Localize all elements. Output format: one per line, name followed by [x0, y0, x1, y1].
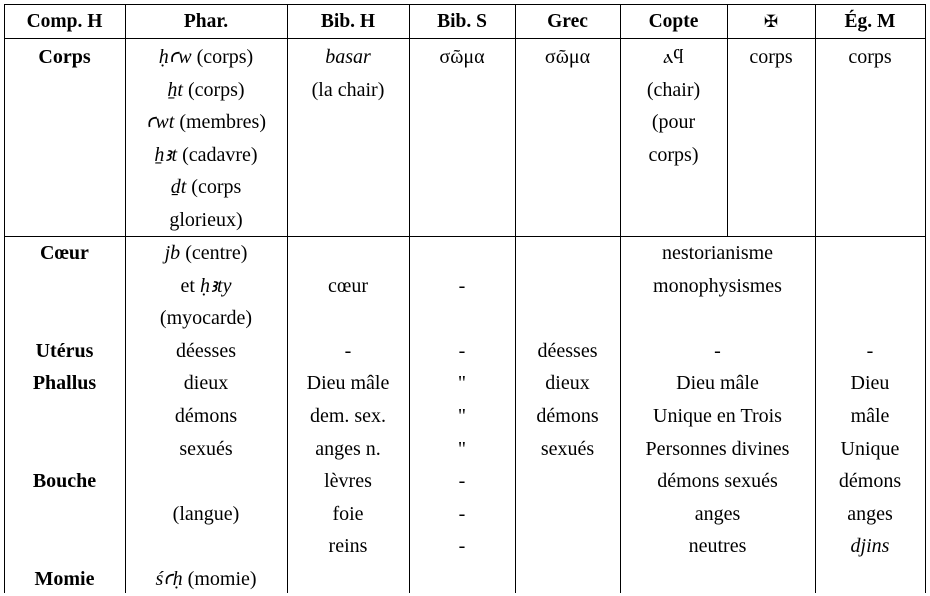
- header-phar: Phar.: [183, 11, 229, 32]
- bibs-line: -: [458, 274, 466, 297]
- phar-line: (myocarde): [159, 307, 253, 330]
- bibs-line: -: [458, 470, 466, 493]
- phar-line: (langue): [172, 502, 240, 525]
- cell-bibs-organs: [409, 237, 515, 563]
- term-momie: Momie: [34, 567, 95, 590]
- bibh-line: dem. sex.: [309, 404, 387, 427]
- grec-line: déesses: [537, 339, 598, 362]
- transliteration: ꜥwt: [146, 111, 175, 134]
- cell-egm-corps: [815, 41, 925, 74]
- bibs-line: -: [458, 502, 466, 525]
- bibs-term: σῶμα: [439, 46, 485, 68]
- egm-line: anges: [847, 502, 893, 525]
- egm-line: démons: [838, 470, 902, 493]
- term-bouche: Bouche: [32, 470, 97, 493]
- copte-cross-line: Personnes divines: [645, 437, 790, 460]
- header-copte: Copte: [648, 11, 699, 32]
- bibh-term: basar: [325, 46, 371, 68]
- bibh-line: reins: [328, 535, 368, 558]
- bibh-line: Dieu mâle: [306, 372, 390, 395]
- cell-grec-organs: [515, 237, 620, 465]
- gloss: (corps): [182, 78, 245, 101]
- grec-line: sexués: [540, 437, 595, 460]
- phar-line: sexués: [179, 437, 233, 460]
- copte-cross-line: nestorianisme: [661, 242, 774, 264]
- transliteration: ḥꜥw: [158, 46, 192, 68]
- phar-line: déesses: [176, 339, 236, 362]
- cell-copte-cross-organs: [620, 237, 815, 563]
- grec-term: σῶμα: [544, 46, 591, 68]
- cell-comp-organs: [4, 237, 125, 596]
- copte-cross-line: Unique en Trois: [653, 404, 782, 427]
- bibs-line: -: [458, 535, 466, 558]
- header-comp-h: Comp. H: [26, 11, 103, 32]
- header-cross: ✠: [763, 12, 779, 31]
- transliteration: ḏt: [170, 176, 187, 199]
- copte-cross-line: anges: [694, 502, 741, 525]
- egm-line: -: [866, 339, 874, 362]
- egm-line: Unique: [840, 437, 900, 460]
- cell-cross-corps: [727, 41, 815, 74]
- egm-line: mâle: [850, 404, 890, 427]
- transliteration: ẖt: [167, 78, 183, 101]
- copte-gloss: (pour: [651, 111, 696, 134]
- copte-gloss: corps): [648, 143, 699, 166]
- bibh-line: lèvres: [324, 470, 372, 493]
- phar-line: [125, 204, 287, 237]
- phar-line: [125, 106, 287, 139]
- column-divider: [925, 4, 926, 593]
- egm-line: djins: [850, 535, 890, 558]
- phar-line: démons: [174, 404, 238, 427]
- copte-cross-line: neutres: [688, 535, 747, 558]
- grec-line: dieux: [545, 372, 590, 395]
- gloss: (cadavre): [177, 143, 258, 166]
- cell-comp-corps: [4, 41, 125, 74]
- copte-cross-line: -: [714, 339, 721, 362]
- copte-cross-line: monophysismes: [653, 274, 782, 297]
- gloss: (corps: [186, 176, 242, 199]
- bibs-line: ": [457, 372, 467, 395]
- phar-line: [125, 171, 287, 204]
- bibs-line: ": [457, 437, 467, 460]
- phar-line: [125, 139, 287, 172]
- gloss: (corps): [191, 46, 254, 68]
- header-bib-s: Bib. S: [437, 11, 487, 32]
- phar-line: dieux: [183, 372, 229, 395]
- transliteration: ẖꜣt: [154, 143, 178, 166]
- phar-line: [125, 237, 287, 270]
- bibs-line: -: [458, 339, 466, 362]
- gloss: glorieux): [169, 208, 243, 231]
- cell-grec-corps: [515, 41, 620, 74]
- cell-egm-organs: [815, 237, 925, 563]
- bibh-line: -: [344, 339, 352, 362]
- cell-bibh-organs: [287, 237, 409, 563]
- phar-line: [125, 74, 287, 107]
- header-grec: Grec: [547, 11, 588, 32]
- copte-cross-line: démons sexués: [657, 470, 778, 493]
- copte-term: ⲁϥ: [663, 46, 684, 68]
- bibs-line: ": [457, 404, 467, 427]
- transliteration: śꜥḥ: [155, 567, 183, 590]
- term-coeur: Cœur: [40, 242, 89, 264]
- bibh-line: cœur: [328, 274, 368, 297]
- gloss: (centre): [180, 242, 248, 264]
- gloss: (momie): [182, 567, 257, 590]
- header-eg-m: Ég. M: [844, 11, 896, 32]
- bibh-line: foie: [332, 502, 364, 525]
- bibh-gloss: (la chair): [311, 78, 385, 101]
- grec-line: démons: [536, 404, 599, 427]
- phar-line: [125, 270, 287, 303]
- transliteration: ḥꜣty: [199, 274, 232, 297]
- cell-bibh-corps: [287, 41, 409, 106]
- copte-gloss: (chair): [646, 78, 701, 101]
- cell-copte-corps: [620, 41, 727, 171]
- term-corps: Corps: [38, 46, 91, 68]
- header-bib-h: Bib. H: [320, 11, 376, 32]
- gloss: et: [180, 274, 200, 297]
- cross-term: corps: [749, 46, 793, 68]
- gloss: (membres): [174, 111, 266, 134]
- term-uterus: Utérus: [35, 339, 94, 362]
- cell-bibs-corps: [409, 41, 515, 74]
- cell-phar-organs: [125, 237, 287, 596]
- egm-term: corps: [848, 46, 892, 68]
- egm-line: Dieu: [850, 372, 890, 395]
- transliteration: jb: [164, 242, 181, 264]
- phar-line: [125, 41, 287, 74]
- term-phallus: Phallus: [32, 372, 97, 395]
- bibh-line: anges n.: [315, 437, 381, 460]
- phar-line: [125, 563, 287, 596]
- cell-phar-corps: [125, 41, 287, 237]
- copte-cross-line: Dieu mâle: [676, 372, 759, 395]
